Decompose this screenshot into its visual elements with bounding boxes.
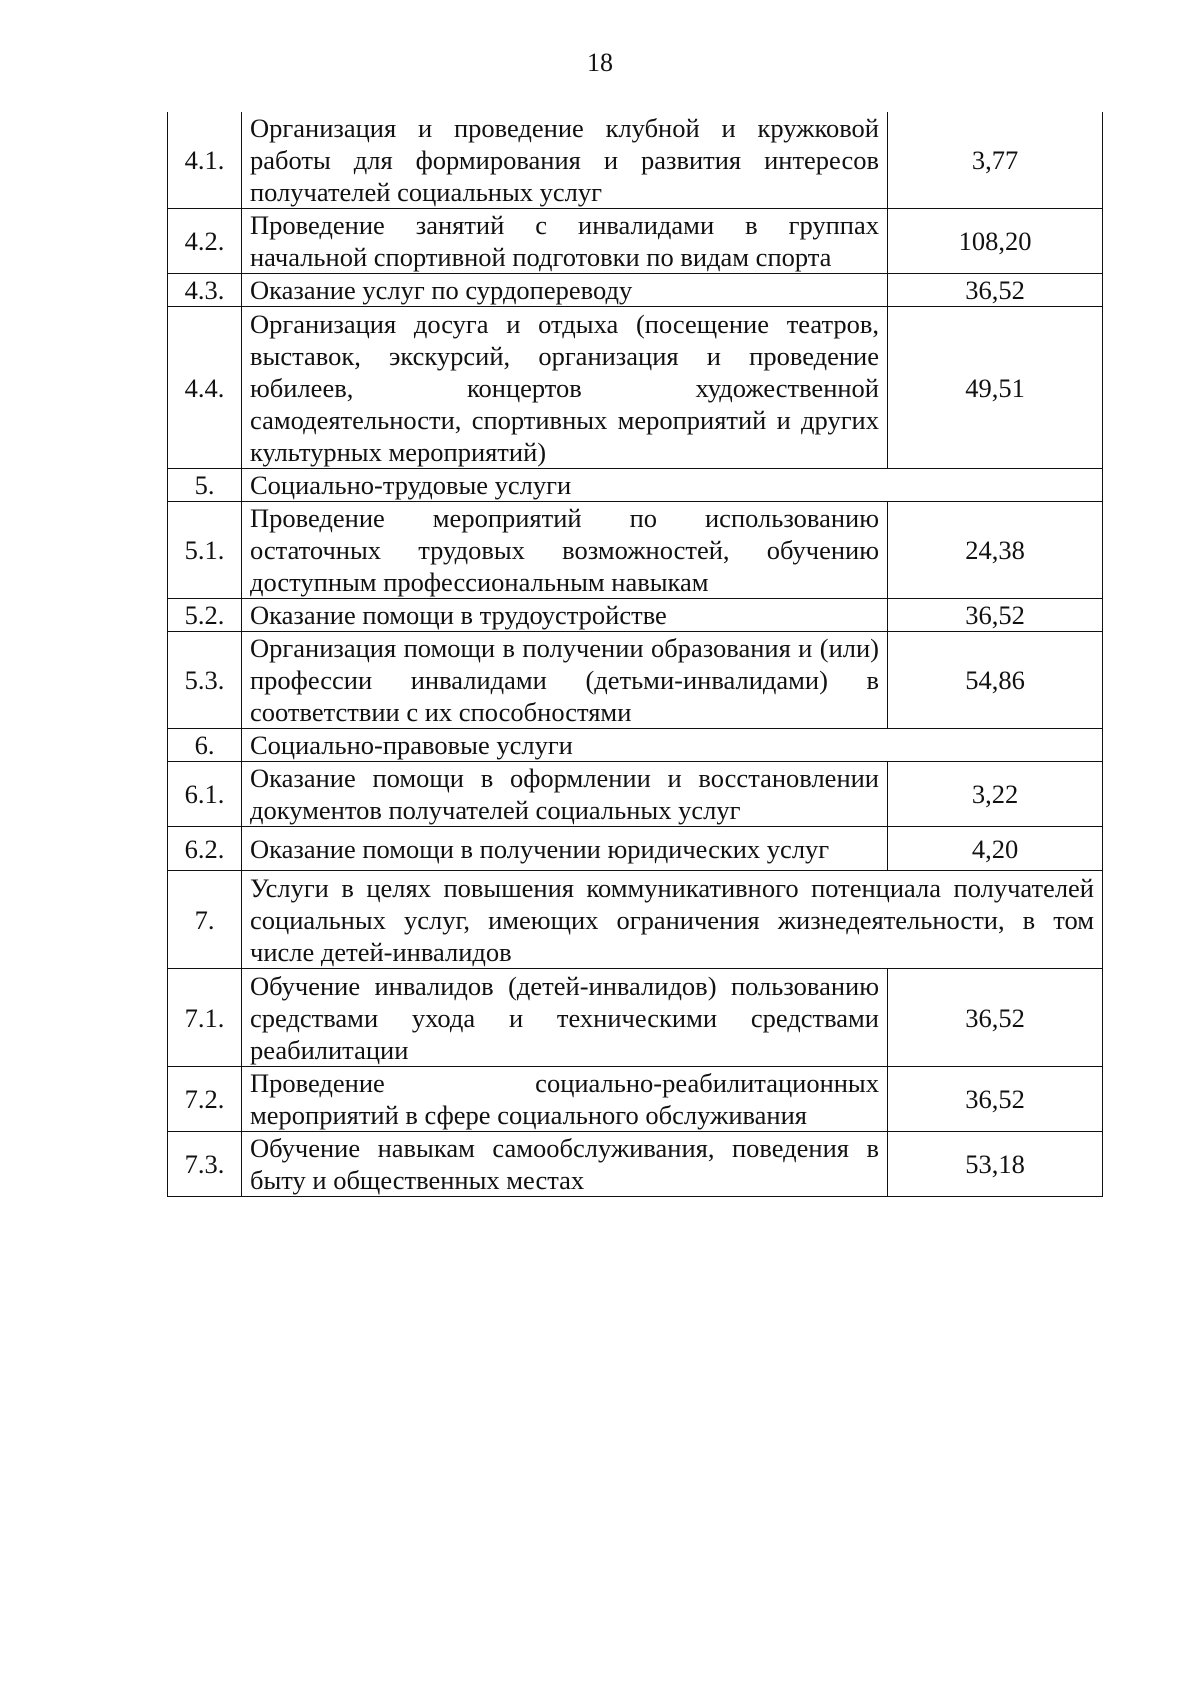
table-row — [168, 762, 1103, 827]
row-number: 7.1. — [168, 969, 242, 1067]
table-row — [168, 112, 1103, 209]
service-value: 36,52 — [888, 274, 1103, 307]
service-description: Оказание услуг по сурдопереводу — [242, 274, 888, 307]
service-description: Оказание помощи в получении юридических услуг — [242, 827, 888, 871]
table-row — [168, 1067, 1103, 1132]
service-description: Оказание помощи в оформлении и восстановлении документов получателей социальных услуг — [242, 762, 888, 827]
service-value: 108,20 — [888, 209, 1103, 274]
row-number: 7.3. — [168, 1132, 242, 1197]
service-description: Проведение занятий с инвалидами в группах начальной спортивной подготовки по видам спорта — [242, 209, 888, 274]
row-number: 4.4. — [168, 307, 242, 469]
row-number: 4.3. — [168, 274, 242, 307]
table-row — [168, 1132, 1103, 1197]
table-row — [168, 274, 1103, 307]
section-title: Услуги в целях повышения коммуникативного потенциала получателей социальных услуг, имеющих ограничения жизнедеятельности, в том числе детей-инвалидов — [242, 871, 1103, 969]
services-tariff-table — [167, 112, 1103, 1197]
section-title: Социально-трудовые услуги — [242, 469, 1103, 502]
table-row — [168, 599, 1103, 632]
service-value: 36,52 — [888, 1067, 1103, 1132]
page-number: 18 — [587, 48, 613, 77]
service-description: Обучение инвалидов (детей-инвалидов) пользованию средствами ухода и техническими средствами реабилитации — [242, 969, 888, 1067]
service-description: Обучение навыкам самообслуживания, поведения в быту и общественных местах — [242, 1132, 888, 1197]
service-description: Организация и проведение клубной и кружковой работы для формирования и развития интересов получателей социальных услуг — [242, 112, 888, 209]
section-number: 6. — [168, 729, 242, 762]
table-row — [168, 632, 1103, 729]
section-row — [168, 871, 1103, 969]
section-number: 7. — [168, 871, 242, 969]
row-number: 5.3. — [168, 632, 242, 729]
table-row — [168, 502, 1103, 599]
service-value: 54,86 — [888, 632, 1103, 729]
table-row — [168, 307, 1103, 469]
service-value: 3,22 — [888, 762, 1103, 827]
section-row — [168, 729, 1103, 762]
section-number: 5. — [168, 469, 242, 502]
service-description: Организация помощи в получении образования и (или) профессии инвалидами (детьми-инвалидами) в соответствии с их способностями — [242, 632, 888, 729]
table-row — [168, 827, 1103, 871]
row-number: 7.2. — [168, 1067, 242, 1132]
table-row — [168, 969, 1103, 1067]
service-value: 53,18 — [888, 1132, 1103, 1197]
row-number: 4.1. — [168, 112, 242, 209]
row-number: 5.1. — [168, 502, 242, 599]
section-row — [168, 469, 1103, 502]
service-description: Оказание помощи в трудоустройстве — [242, 599, 888, 632]
service-description: Организация досуга и отдыха (посещение театров, выставок, экскурсий, организация и проведение юбилеев, концертов художественной самодеятельности, спортивных мероприятий и других культурных мероприятий) — [242, 307, 888, 469]
row-number: 5.2. — [168, 599, 242, 632]
service-description: Проведение социально-реабилитационных мероприятий в сфере социального обслуживания — [242, 1067, 888, 1132]
service-value: 36,52 — [888, 599, 1103, 632]
service-value: 4,20 — [888, 827, 1103, 871]
service-value: 36,52 — [888, 969, 1103, 1067]
service-description: Проведение мероприятий по использованию остаточных трудовых возможностей, обучению доступным профессиональным навыкам — [242, 502, 888, 599]
row-number: 6.2. — [168, 827, 242, 871]
row-number: 6.1. — [168, 762, 242, 827]
row-number: 4.2. — [168, 209, 242, 274]
table-row — [168, 209, 1103, 274]
section-title: Социально-правовые услуги — [242, 729, 1103, 762]
service-value: 49,51 — [888, 307, 1103, 469]
service-value: 24,38 — [888, 502, 1103, 599]
service-value: 3,77 — [888, 112, 1103, 209]
